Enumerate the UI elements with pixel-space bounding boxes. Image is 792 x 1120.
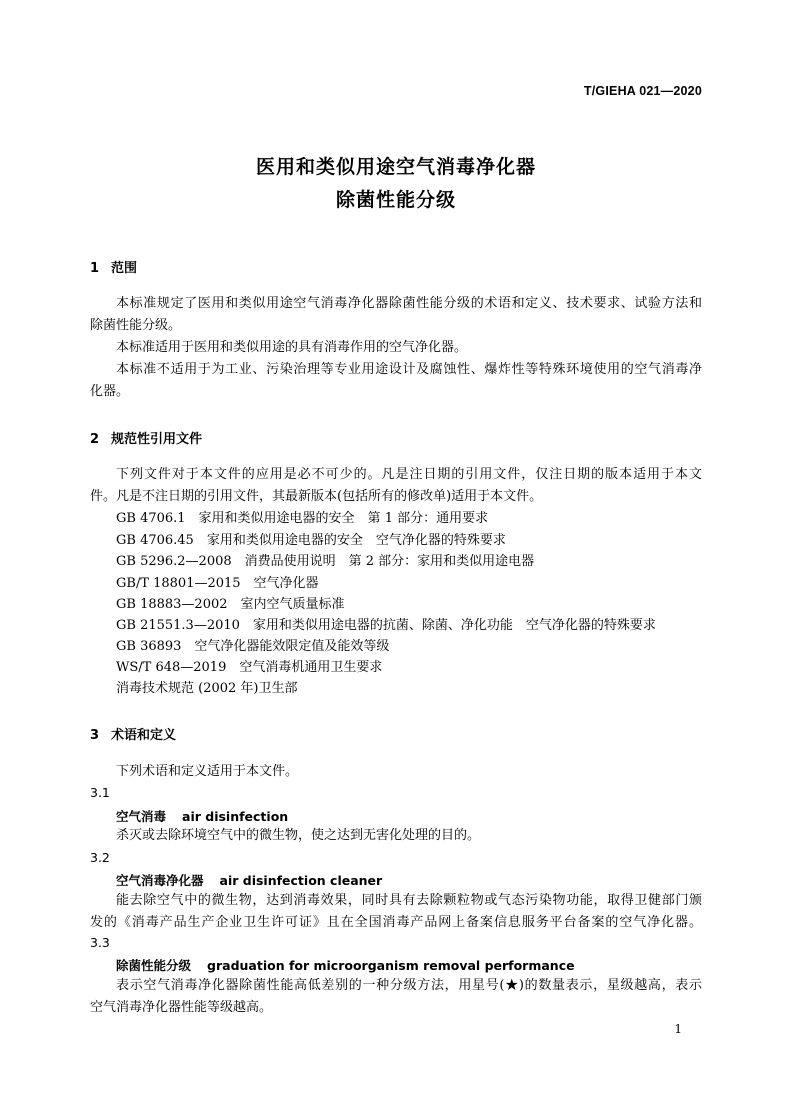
term-definition: 空气消毒净化器性能等级越高。 [90, 1000, 273, 1015]
term-entry [116, 956, 575, 974]
section-title: 规范性引用文件 [111, 432, 203, 447]
page-number: 1 [674, 1022, 682, 1036]
reference-item: GB/T 18801—2015 空气净化器 [116, 576, 319, 591]
reference-item: GB 18883—2002 室内空气质量标准 [116, 597, 345, 612]
section-2-heading [90, 428, 202, 447]
term-definition: 杀灭或去除环境空气中的微生物，使之达到无害化处理的目的。 [116, 828, 481, 843]
term-zh: 空气消毒净化器 [116, 873, 204, 888]
reference-item: GB 4706.45 家用和类似用途电器的安全 空气净化器的特殊要求 [116, 533, 506, 548]
term-entry [116, 871, 382, 889]
section-number: 3 [90, 728, 100, 743]
section-title: 术语和定义 [111, 728, 177, 743]
standard-code: T/GIEHA 021—2020 [583, 84, 702, 98]
section-number: 1 [90, 261, 100, 276]
term-definition: 表示空气消毒净化器除菌性能高低差别的一种分级方法，用星号(★)的数量表示，星级越高，表示 [116, 978, 702, 993]
term-en: graduation for microorganism removal performance [207, 958, 575, 973]
section-number: 2 [90, 432, 100, 447]
paragraph-line: 本标准规定了医用和类似用途空气消毒净化器除菌性能分级的术语和定义、技术要求、试验方法和 [116, 296, 702, 311]
clause-number: 3.2 [90, 850, 110, 865]
document-title-line1: 医用和类似用途空气消毒净化器 [255, 156, 536, 178]
term-zh: 除菌性能分级 [116, 958, 192, 973]
clause-number: 3.3 [90, 935, 110, 950]
paragraph-line: 下列文件对于本文件的应用是必不可少的。凡是注日期的引用文件，仅注日期的版本适用于本文 [116, 467, 702, 482]
clause-number: 3.1 [90, 785, 110, 800]
section-title: 范围 [111, 261, 138, 276]
reference-item: GB 4706.1 家用和类似用途电器的安全 第 1 部分：通用要求 [116, 511, 489, 526]
reference-item: GB 36893 空气净化器能效限定值及能效等级 [116, 639, 390, 654]
paragraph-line: 件。凡是不注日期的引用文件，其最新版本(包括所有的修改单)适用于本文件。 [90, 489, 543, 504]
reference-item: 消毒技术规范 (2002 年)卫生部 [116, 681, 298, 696]
paragraph-line: 本标准适用于医用和类似用途的具有消毒作用的空气净化器。 [116, 340, 468, 355]
section-3-heading [90, 724, 176, 743]
term-en: air disinfection [182, 809, 289, 824]
reference-item: GB 21551.3—2010 家用和类似用途电器的抗菌、除菌、净化功能 空气净化器的特殊要求 [116, 618, 656, 633]
section-1-heading [90, 257, 137, 276]
term-en: air disinfection cleaner [219, 873, 383, 888]
term-zh: 空气消毒 [116, 809, 167, 824]
paragraph-line: 本标准不适用于为工业、污染治理等专业用途设计及腐蚀性、爆炸性等特殊环境使用的空气消毒净 [116, 362, 702, 377]
document-title-line2: 除菌性能分级 [335, 189, 456, 211]
reference-item: WS/T 648—2019 空气消毒机通用卫生要求 [116, 660, 383, 675]
term-entry [116, 807, 288, 825]
paragraph-line: 化器。 [90, 384, 130, 399]
term-definition: 发的《消毒产品生产企业卫生许可证》且在全国消毒产品网上备案信息服务平台备案的空气净化器。 [90, 915, 702, 930]
paragraph-line: 除菌性能分级。 [90, 318, 182, 333]
term-definition: 能去除空气中的微生物，达到消毒效果，同时具有去除颗粒物或气态污染物功能，取得卫健部门颁 [116, 893, 702, 908]
paragraph-line: 下列术语和定义适用于本文件。 [116, 764, 299, 779]
reference-item: GB 5296.2—2008 消费品使用说明 第 2 部分：家用和类似用途电器 [116, 554, 535, 569]
